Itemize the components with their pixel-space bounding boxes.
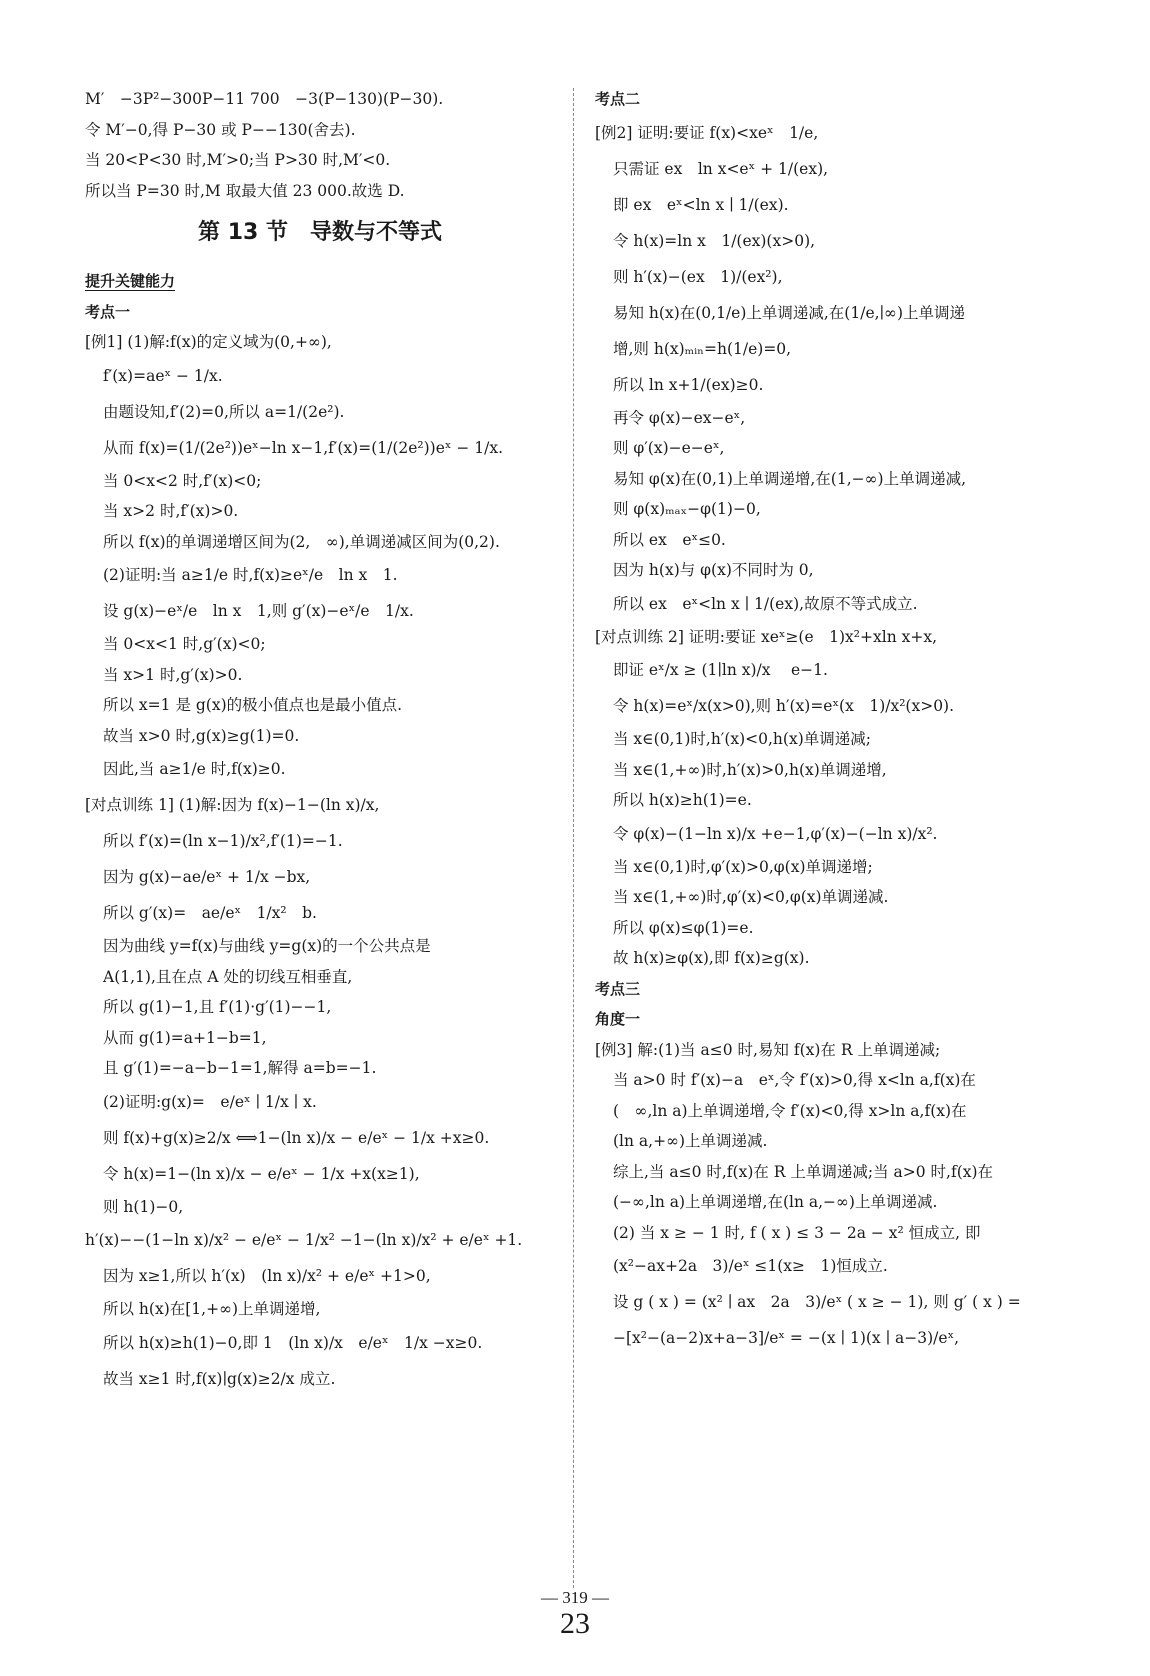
right-text-line: 所以 ex eˣ≤0. [613, 530, 726, 549]
left-text-line: 因为曲线 y=f(x)与曲线 y=g(x)的一个公共点是 [103, 937, 431, 955]
right-text-line: 即 ex eˣ<ln x ∣ 1/(ex). [613, 195, 789, 214]
left-text-line: h′(x)−−(1−ln x)/x² − e/eˣ − 1/x² −1−(ln x)/x² + e/eˣ +1. [85, 1231, 523, 1249]
section-heading: 提升关键能力 [85, 272, 176, 290]
left-text-line: 所以 g′(x)= ae/eˣ 1/x² b. [103, 904, 317, 922]
folio-number: 23 [560, 1607, 590, 1640]
left-text-line: 从而 f(x)=(1/(2e²))eˣ−ln x−1,f′(x)=(1/(2e²))eˣ − 1/x. [103, 438, 504, 457]
left-text-line: A(1,1),且在点 A 处的切线互相垂直, [103, 967, 353, 986]
left-text-line: 当 20<P<30 时,M′>0;当 P>30 时,M′<0. [85, 151, 391, 169]
right-text-line: 所以 h(x)≥h(1)=e. [613, 791, 752, 809]
right-text-line: [对点训练 2] 证明:要证 xeˣ≥(e 1)x²+xln x+x, [595, 627, 938, 646]
right-text-line: 易知 h(x)在(0,1/e)上单调递减,在(1/e,∣∞)上单调递 [613, 303, 966, 322]
right-text-line: (ln a,+∞)上单调递减. [613, 1132, 768, 1150]
left-text-line: 当 x>1 时,g′(x)>0. [103, 665, 243, 684]
left-text-line: 当 0<x<2 时,f′(x)<0; [103, 471, 262, 490]
right-text-line: 所以 ln x+1/(ex)≥0. [613, 375, 764, 394]
left-text-line: f′(x)=aeˣ − 1/x. [103, 366, 223, 385]
left-text-line: 且 g′(1)=−a−b−1=1,解得 a=b=−1. [103, 1059, 377, 1077]
left-text-line: 所以 h(x)≥h(1)−0,即 1 (ln x)/x e/eˣ 1/x −x≥0. [103, 1333, 483, 1352]
left-column [85, 84, 555, 1397]
left-text-line: M′ −3P²−300P−11 700 −3(P−130)(P−30). [85, 90, 444, 108]
left-text-line: 令 M′−0,得 P−30 或 P−−130(舍去). [85, 120, 356, 139]
right-text-line: 则 h′(x)−(ex 1)/(ex²), [613, 267, 783, 286]
right-column [595, 84, 1065, 1356]
left-text-line: 令 h(x)=1−(ln x)/x − e/eˣ − 1/x +x(x≥1), [103, 1164, 420, 1183]
left-text-line: 故当 x≥1 时,f(x)∣g(x)≥2/x 成立. [103, 1369, 336, 1388]
right-text-line: 易知 φ(x)在(0,1)上单调递增,在(1,−∞)上单调递减, [613, 469, 966, 488]
right-text-line: 则 φ(x)ₘₐₓ−φ(1)−0, [613, 500, 761, 518]
left-text-line: 所以 f′(x)=(ln x−1)/x²,f′(1)=−1. [103, 832, 343, 850]
exam-point-heading: 考点一 [85, 302, 131, 321]
right-text-line: 当 x∈(0,1)时,h′(x)<0,h(x)单调递减; [613, 730, 871, 748]
right-text-line: 令 h(x)=eˣ/x(x>0),则 h′(x)=eˣ(x 1)/x²(x>0). [613, 697, 955, 715]
right-text-line: 当 x∈(0,1)时,φ′(x)>0,φ(x)单调递增; [613, 857, 873, 876]
left-text-line: 则 h(1)−0, [103, 1197, 184, 1216]
exam-point-heading: 考点三 [595, 979, 641, 998]
right-text-line: 所以 ex eˣ<ln x ∣ 1/(ex),故原不等式成立. [613, 594, 918, 613]
right-text-line: 设 g ( x ) = (x² ∣ ax 2a 3)/eˣ ( x ≥ − 1), 则 g′ ( x ) = [613, 1293, 1021, 1311]
right-text-line: 因为 h(x)与 φ(x)不同时为 0, [613, 561, 814, 579]
left-text-line: 所以 f(x)的单调递增区间为(2, ∞),单调递减区间为(0,2). [103, 532, 500, 551]
right-text-line: (2) 当 x ≥ − 1 时, f ( x ) ≤ 3 − 2a − x² 恒成立, 即 [613, 1223, 981, 1242]
right-text-line: 即证 eˣ/x ≥ (1∣ln x)/x e−1. [613, 661, 828, 679]
right-text-line: 所以 φ(x)≤φ(1)=e. [613, 918, 754, 937]
right-text-line: (−∞,ln a)上单调递增,在(ln a,−∞)上单调递减. [613, 1193, 938, 1211]
right-text-line: 令 h(x)=ln x 1/(ex)(x>0), [613, 231, 816, 250]
right-text-line: [例3] 解:(1)当 a≤0 时,易知 f(x)在 R 上单调递减; [595, 1040, 941, 1059]
exam-point-heading: 考点二 [595, 90, 641, 108]
left-text-line: [对点训练 1] (1)解:因为 f(x)−1−(ln x)/x, [85, 796, 380, 814]
right-text-line: 当 x∈(1,+∞)时,φ′(x)<0,φ(x)单调递减. [613, 888, 889, 906]
right-text-line: 只需证 ex ln x<eˣ + 1/(ex), [613, 159, 829, 178]
left-text-line: (2)证明:当 a≥1/e 时,f(x)≥eˣ/e ln x 1. [103, 566, 398, 584]
right-text-line: 再令 φ(x)−ex−eˣ, [613, 408, 746, 427]
page-number: — 319 — [541, 1588, 609, 1607]
right-text-line: 增,则 h(x)ₘᵢₙ=h(1/e)=0, [613, 339, 792, 358]
right-text-line: 令 φ(x)−(1−ln x)/x +e−1,φ′(x)−(−ln x)/x². [613, 824, 938, 843]
right-text-line: ( ∞,ln a)上单调递增,令 f′(x)<0,得 x>ln a,f(x)在 [613, 1101, 967, 1120]
right-text-line: −[x²−(a−2)x+a−3]/eˣ = −(x ∣ 1)(x ∣ a−3)/eˣ, [613, 1329, 960, 1347]
right-text-line: (x²−ax+2a 3)/eˣ ≤1(x≥ 1)恒成立. [613, 1257, 888, 1275]
right-text-line: [例2] 证明:要证 f(x)<xeˣ 1/e, [595, 123, 819, 142]
left-text-line: 从而 g(1)=a+1−b=1, [103, 1028, 267, 1047]
left-text-line: 因为 x≥1,所以 h′(x) (ln x)/x² + e/eˣ +1>0, [103, 1267, 431, 1285]
left-text-line: 当 0<x<1 时,g′(x)<0; [103, 635, 266, 653]
left-text-line: 所以当 P=30 时,M 取最大值 23 000.故选 D. [85, 181, 405, 200]
left-text-line: 所以 x=1 是 g(x)的极小值点也是最小值点. [103, 696, 403, 714]
left-text-line: 所以 h(x)在[1,+∞)上单调递增, [103, 1300, 321, 1318]
left-text-line: 因为 g(x)−ae/eˣ + 1/x −bx, [103, 868, 311, 886]
left-text-line: 则 f(x)+g(x)≥2/x ⟺1−(ln x)/x − e/eˣ − 1/x +x≥0. [103, 1128, 490, 1147]
left-text-line: 当 x>2 时,f′(x)>0. [103, 502, 239, 520]
right-text-line: 故 h(x)≥φ(x),即 f(x)≥g(x). [613, 949, 810, 967]
column-divider [573, 88, 574, 1588]
right-text-line: 当 x∈(1,+∞)时,h′(x)>0,h(x)单调递增, [613, 760, 887, 779]
exam-point-heading: 角度一 [595, 1010, 641, 1028]
left-text-line: 设 g(x)−eˣ/e ln x 1,则 g′(x)−eˣ/e 1/x. [103, 602, 414, 620]
left-text-line: 故当 x>0 时,g(x)≥g(1)=0. [103, 726, 300, 745]
section-title: 第 13 节 导数与不等式 [198, 220, 442, 245]
right-text-line: 则 φ′(x)−e−eˣ, [613, 439, 725, 457]
right-text-line: 综上,当 a≤0 时,f(x)在 R 上单调递减;当 a>0 时,f(x)在 [613, 1162, 994, 1181]
left-text-line: 由题设知,f′(2)=0,所以 a=1/(2e²). [103, 402, 345, 421]
left-text-line: [例1] (1)解:f(x)的定义域为(0,+∞), [85, 333, 332, 351]
right-text-line: 当 a>0 时 f′(x)−a eˣ,令 f′(x)>0,得 x<ln a,f(x)在 [613, 1071, 976, 1089]
left-text-line: 因此,当 a≥1/e 时,f(x)≥0. [103, 760, 286, 778]
left-text-line: (2)证明:g(x)= e/eˣ ∣ 1/x ∣ x. [103, 1092, 317, 1111]
left-text-line: 所以 g(1)−1,且 f′(1)·g′(1)−−1, [103, 998, 332, 1016]
